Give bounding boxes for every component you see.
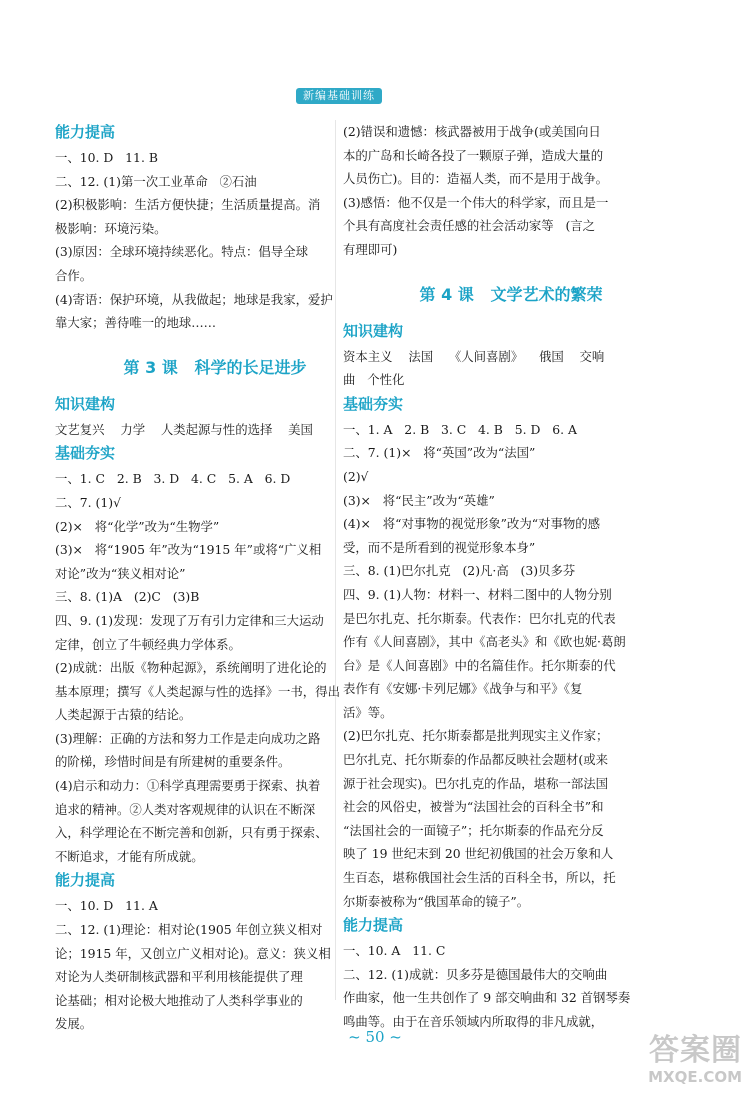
text-line: 定律，创立了牛顿经典力学体系。 — [55, 636, 241, 652]
text-line: 论基础；相对论极大地推动了人类科学事业的 — [55, 992, 303, 1008]
text-line: 一、1. A 2. B 3. C 4. B 5. D 6. A — [343, 421, 577, 437]
text-line: (4)寄语：保护环境，从我做起；地球是我家，爱护 — [55, 291, 333, 307]
text-line: 社会的风俗史，被誉为“法国社会的百科全书”和 — [343, 799, 604, 815]
text-line: 鸣曲等。由于在音乐领域内所取得的非凡成就， — [343, 1014, 604, 1029]
section-heading: 能力提高 — [343, 916, 404, 935]
text-line: 不断追求，才能有所成就。 — [55, 848, 204, 864]
text-line: (2)× 将“化学”改为“生物学” — [55, 518, 220, 534]
text-line: 二、12. (1)理论：相对论(1905 年创立狭义相对 — [55, 922, 323, 938]
text-line: 尔斯泰被称为“俄国革命的镜子”。 — [343, 893, 530, 909]
text-line: 四、9. (1)发现：发现了万有引力定律和三大运动 — [55, 612, 324, 628]
section-heading: 能力提高 — [55, 871, 116, 890]
text-line: 入，科学理论在不断完善和创新，只有勇于探索、 — [55, 825, 328, 841]
section-heading: 知识建构 — [55, 394, 116, 413]
text-line: 个具有高度社会责任感的社会活动家等 (言之 — [343, 218, 596, 234]
text-line: 一、1. C 2. B 3. D 4. C 5. A 6. D — [55, 471, 291, 487]
text-line: (3)原因：全球环境持续恶化。特点：倡导全球 — [55, 244, 308, 260]
section-heading: 基础夯实 — [55, 444, 116, 463]
text-line: 生百态，堪称俄国社会生活的百科全书，所以，托 — [343, 870, 616, 886]
text-line: (3)感悟：他不仅是一个伟大的科学家，而且是一 — [343, 194, 609, 210]
text-line: (3)理解：正确的方法和努力工作是走向成功之路 — [55, 730, 321, 746]
text-line: 曲 个性化 — [343, 372, 405, 388]
text-line: 有理即可) — [343, 241, 398, 257]
text-line: 二、7. (1)√ — [55, 494, 121, 510]
text-line: 是巴尔扎克、托尔斯泰。代表作：巴尔扎克的代表 — [343, 610, 616, 626]
text-line: 源于社会现实)。巴尔扎克的作品，堪称一部法国 — [343, 775, 609, 791]
text-line: 二、12. (1)成就：贝多芬是德国最伟大的交响曲 — [343, 966, 608, 982]
text-line: 对论为人类研制核武器和平利用核能提供了理 — [55, 969, 303, 985]
right-column — [343, 120, 679, 1034]
text-line: 表作有《安娜·卡列尼娜》《战争与和平》《复 — [343, 681, 583, 697]
text-line: 靠大家；善待唯一的地球…… — [55, 315, 217, 331]
watermark-url: MXQE.COM — [648, 1068, 742, 1086]
text-line: “法国社会的一面镜子”；托尔斯泰的作品充分反 — [343, 822, 604, 838]
text-line: 文艺复兴 力学 人类起源与性的选择 美国 — [55, 421, 313, 437]
section-heading: 知识建构 — [343, 321, 404, 340]
text-line: (4)启示和动力：①科学真理需要勇于探索、执着 — [55, 778, 321, 794]
text-line: 基本原理；撰写《人类起源与性的选择》一书，得出 — [55, 683, 340, 699]
text-line: 活》等。 — [343, 704, 393, 720]
text-line: 人类起源于古猿的结论。 — [55, 707, 192, 723]
lesson-title: 第 4 课 文学艺术的繁荣 — [419, 284, 603, 304]
section-heading: 基础夯实 — [343, 394, 404, 413]
text-line: (2)积极影响：生活方便快捷；生活质量提高。消 — [55, 197, 321, 213]
text-line: 二、7. (1)× 将“英国”改为“法国” — [343, 445, 536, 461]
text-line: 二、12. (1)第一次工业革命 ②石油 — [55, 173, 257, 189]
text-line: (4)× 将“对事物的视觉形象”改为“对事物的感 — [343, 516, 601, 532]
text-line: 受，而不是所看到的视觉形象本身” — [343, 539, 536, 555]
text-line: 对论”改为“狭义相对论” — [55, 565, 186, 581]
text-line: 作曲家，他一生共创作了 9 部交响曲和 32 首钢琴奏 — [343, 990, 631, 1006]
text-line: 一、10. D 11. B — [55, 150, 158, 165]
text-line: (2)√ — [343, 468, 369, 484]
left-column — [55, 120, 375, 1036]
text-line: (2)错误和遗憾：核武器被用于战争(或美国向日 — [343, 124, 601, 139]
text-line: 一、10. A 11. C — [343, 943, 446, 959]
watermark-logo-text: 答案圈 — [649, 1033, 742, 1068]
text-line: (3)× 将“民主”改为“英雄” — [343, 492, 495, 508]
text-line: 三、8. (1)巴尔扎克 (2)凡·高 (3)贝多芬 — [343, 563, 576, 579]
text-line: (2)巴尔扎克、托尔斯泰都是批判现实主义作家； — [343, 728, 609, 744]
page-number: ~ 50 ~ — [348, 1028, 402, 1046]
text-line: 本的广岛和长崎各投了一颗原子弹，造成大量的 — [343, 147, 604, 163]
text-line: 一、10. D 11. A — [55, 898, 158, 914]
text-line: 论；1915 年，又创立广义相对论)。意义：狭义相 — [55, 945, 331, 961]
text-line: (2)成就：出版《物种起源》，系统阐明了进化论的 — [55, 660, 327, 676]
text-line: 极影响：环境污染。 — [55, 220, 167, 236]
watermark-logo — [622, 1034, 742, 1090]
text-line: 台》是《人间喜剧》中的名篇佳作。托尔斯泰的代 — [343, 657, 616, 673]
text-line: 资本主义 法国 《人间喜剧》 俄国 交响 — [343, 348, 605, 364]
text-line: 追求的精神。②人类对客观规律的认识在不断深 — [55, 801, 316, 817]
text-line: 的阶梯，珍惜时间是有所建树的重要条件。 — [55, 754, 291, 770]
text-line: (3)× 将“1905 年”改为“1915 年”或将“广义相 — [55, 542, 322, 558]
text-line: 作有《人间喜剧》，其中《高老头》和《欧也妮·葛朗 — [343, 634, 626, 650]
lesson-title: 第 3 课 科学的长足进步 — [123, 357, 307, 377]
header-badge: 新编基础训练 — [296, 88, 382, 104]
text-line: 合作。 — [55, 267, 93, 283]
text-line: 三、8. (1)A (2)C (3)B — [55, 589, 200, 605]
text-line: 四、9. (1)人物：材料一、材料二图中的人物分别 — [343, 586, 612, 602]
text-line: 映了 19 世纪末到 20 世纪初俄国的社会万象和人 — [343, 846, 614, 862]
text-line: 人员伤亡)。目的：造福人类，而不是用于战争。 — [343, 171, 609, 187]
section-heading: 能力提高 — [55, 123, 116, 141]
text-line: 发展。 — [55, 1016, 93, 1032]
text-line: 巴尔扎克、托尔斯泰的作品都反映社会题材(或来 — [343, 752, 609, 768]
